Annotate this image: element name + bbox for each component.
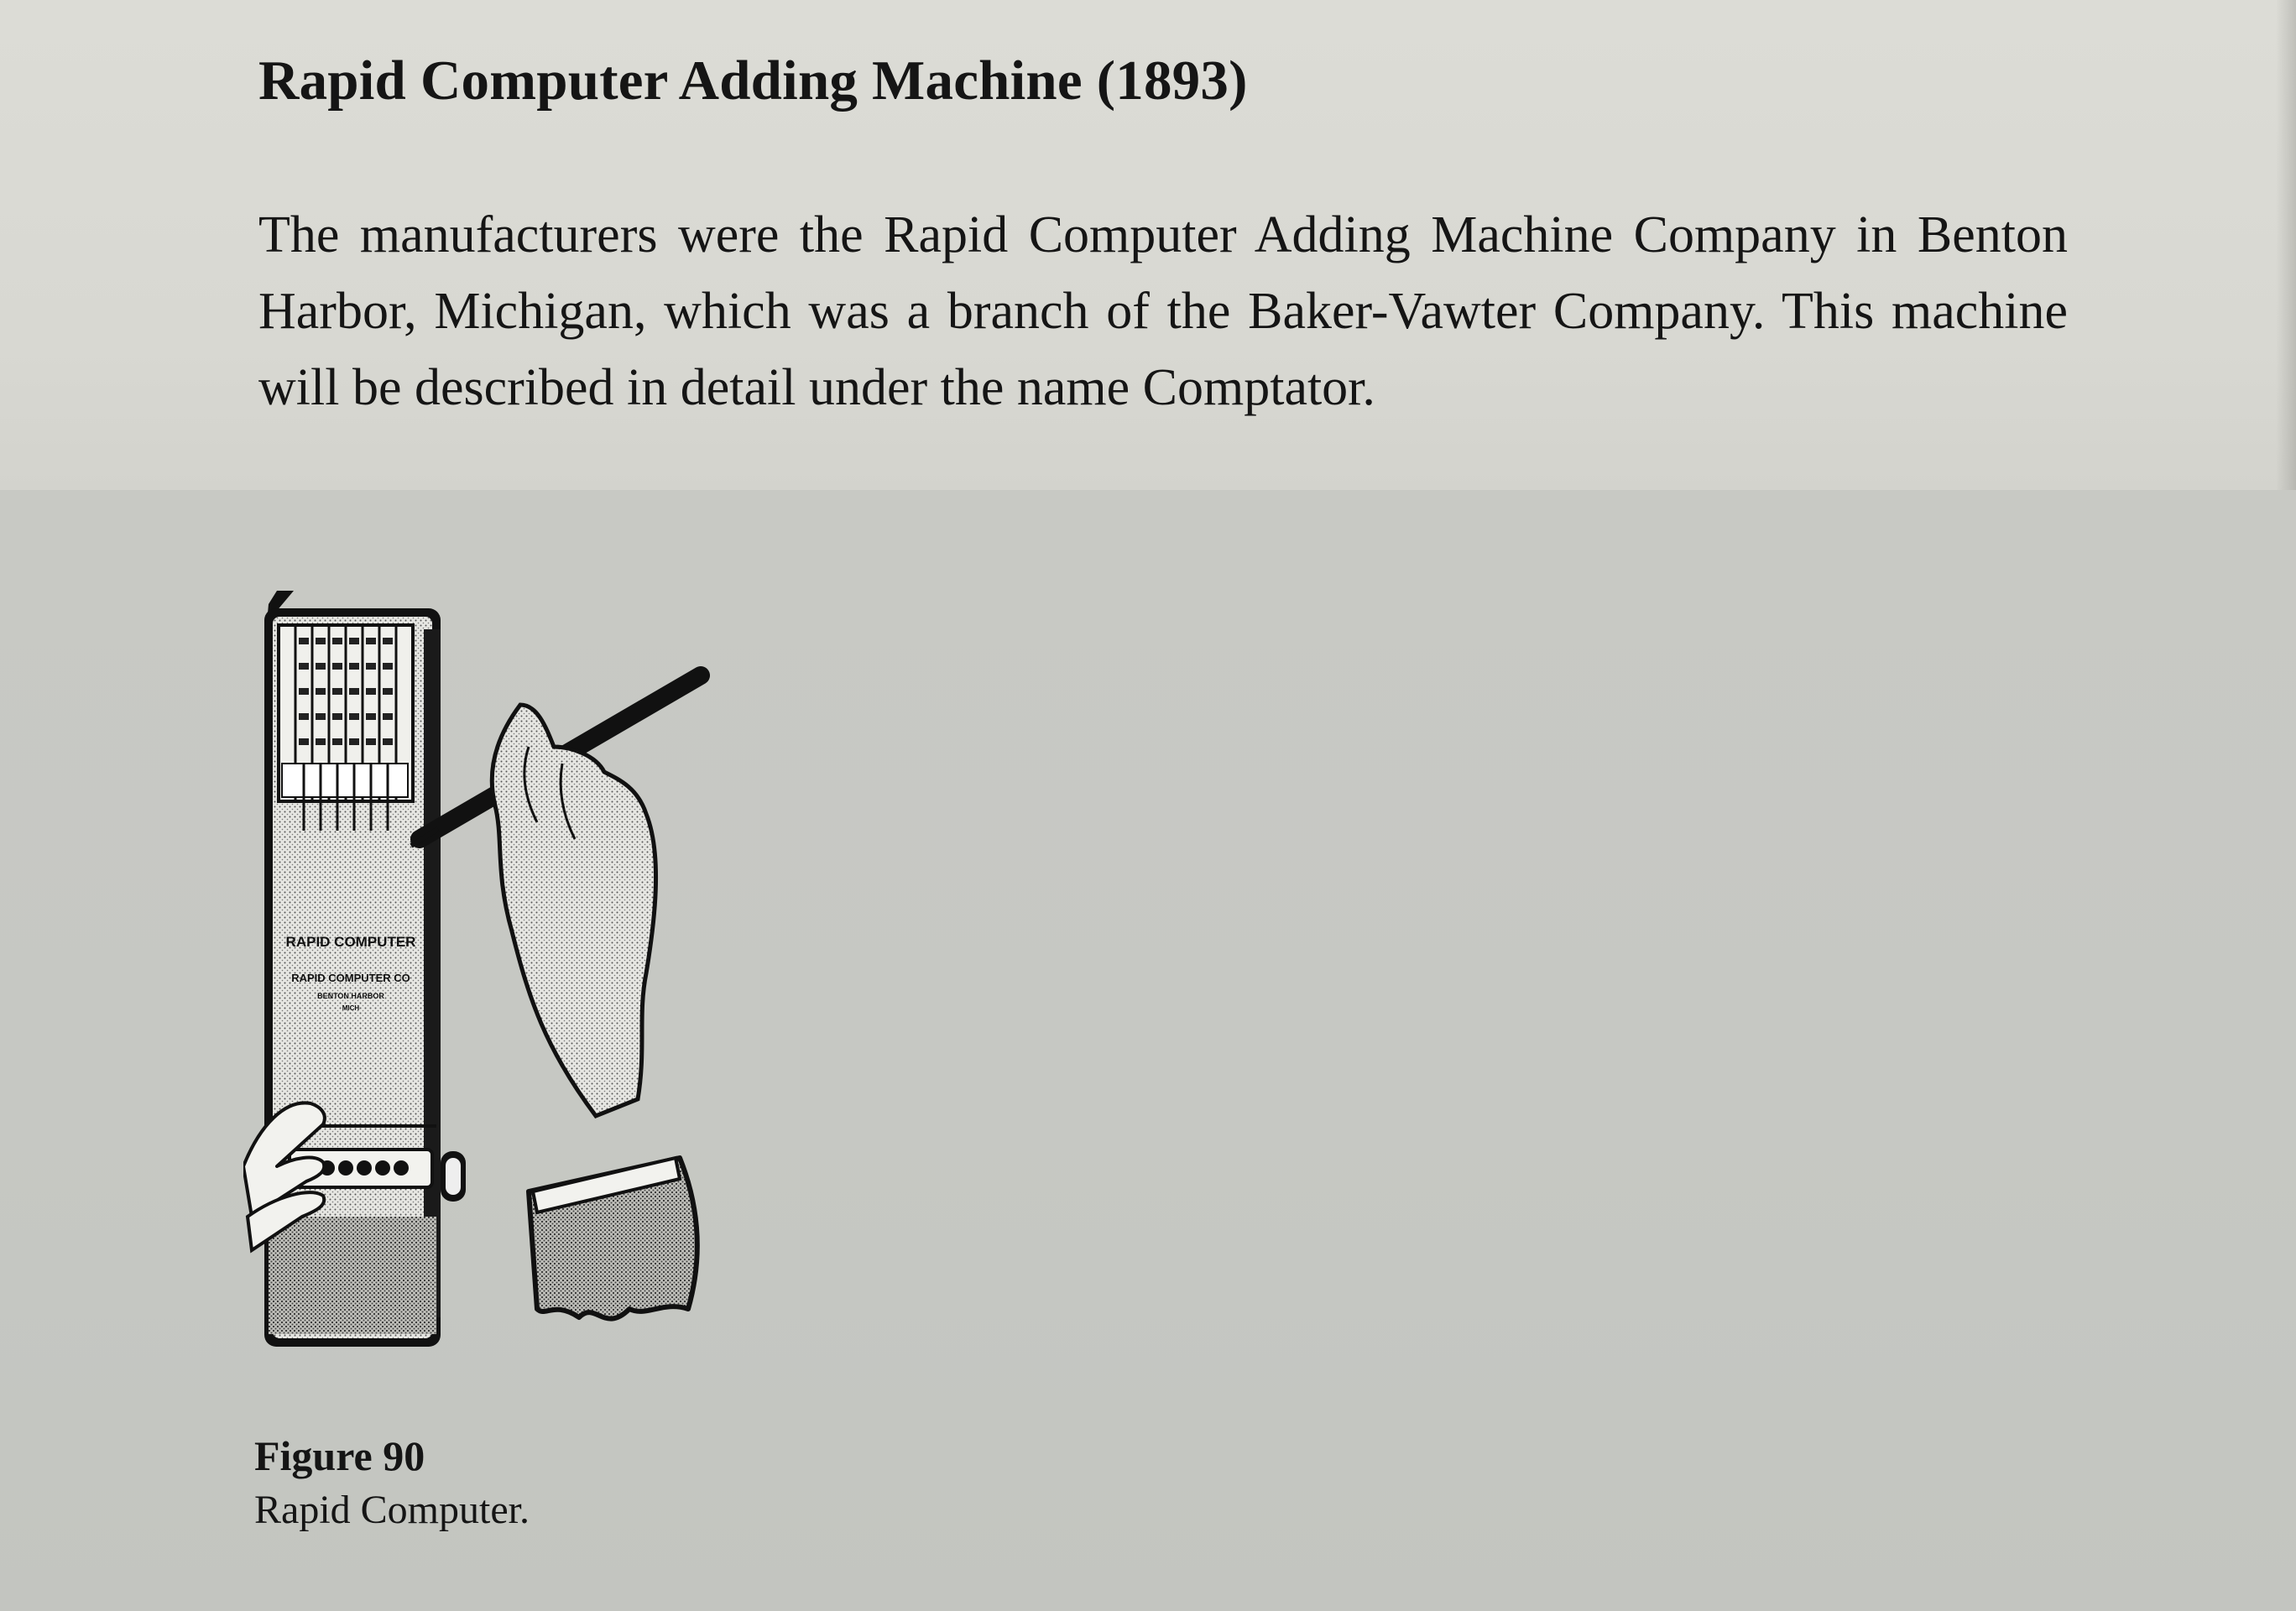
plate-line-4: MICH <box>342 1004 360 1012</box>
figure-label: Figure 90 <box>254 1432 425 1479</box>
digit-columns <box>279 625 413 831</box>
figure-caption: Rapid Computer. <box>254 1488 530 1532</box>
plate-line-1: RAPID COMPUTER <box>285 934 416 950</box>
rapid-computer-illustration <box>243 579 780 1384</box>
page-edge-shadow <box>2276 0 2296 490</box>
right-hand <box>492 705 697 1319</box>
plate-line-2: RAPID COMPUTER CO <box>291 972 410 984</box>
body-paragraph: The manufacturers were the Rapid Computer Adding Machine Company in Benton Harbor, Michigan, which was a branch of the Baker-Vawter Company. This machine will be described in detail under the name Comptator. <box>258 206 2068 416</box>
section-heading: Rapid Computer Adding Machine (1893) <box>258 50 1248 112</box>
plate-line-3: BENTON HARBOR <box>317 992 384 1000</box>
name-plate <box>284 881 418 1049</box>
